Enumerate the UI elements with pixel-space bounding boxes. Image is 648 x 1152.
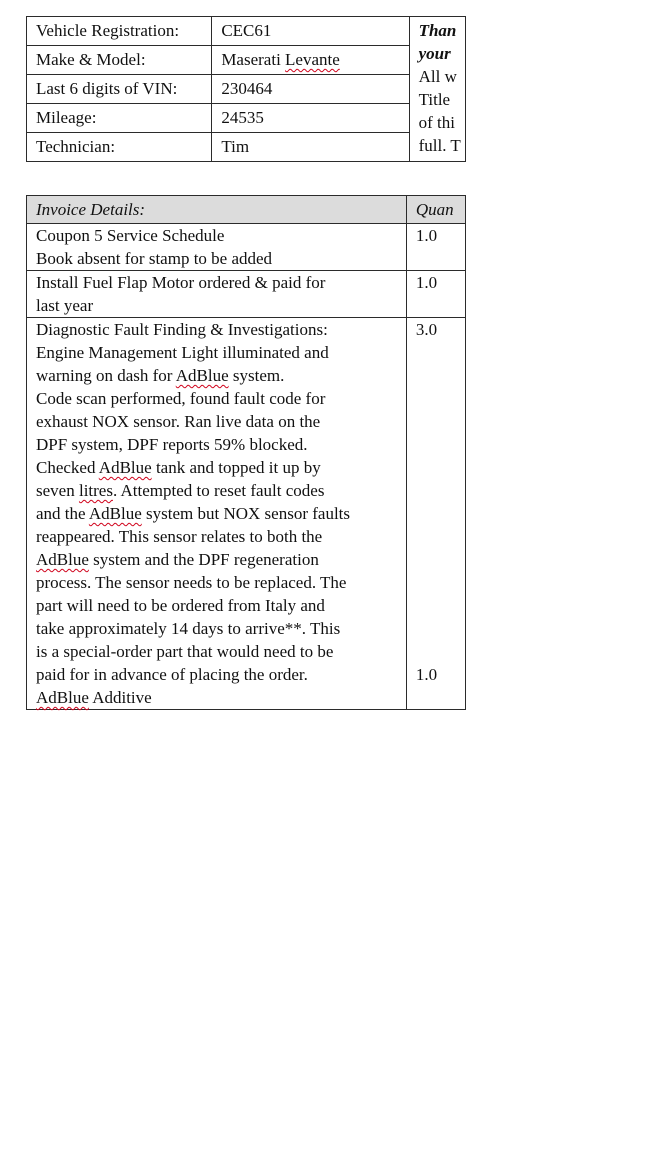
item-line: and the AdBlue system but NOX sensor faults [36,504,351,523]
invoice-details-table [26,195,466,710]
make-model-value: Maserati Levante [221,50,340,69]
item-line: part will need to be ordered from Italy and [36,596,325,615]
table-row [27,224,466,271]
note-line: your [418,44,451,63]
table-row [27,104,466,133]
invoice-details-header: Invoice Details: [27,196,407,224]
invoice-item-qty: 1.0 [406,271,465,318]
item-line: exhaust NOX sensor. Ran live data on the [36,412,321,431]
item-line: Code scan performed, found fault code for [36,389,326,408]
item-line: seven litres. Attempted to reset fault codes [36,481,325,500]
invoice-item-description [27,224,407,271]
note-line: All w [418,67,457,86]
invoice-item-qty: 3.0 [415,320,438,339]
technician-label: Technician: [27,133,212,162]
table-row [27,46,466,75]
item-line: paid for in advance of placing the order. [36,665,308,684]
make-model-cell [212,46,409,75]
table-row [27,133,466,162]
note-line: Than [418,21,457,40]
document-clip-region [26,0,466,1152]
make-model-label: Make & Model: [27,46,212,75]
technician-value: Tim [212,133,409,162]
item-line: take approximately 14 days to arrive**. This [36,619,341,638]
vin-value: 230464 [212,75,409,104]
table-row [27,17,466,46]
invoice-item-qty: 1.0 [406,224,465,271]
table-header-row [27,196,466,224]
item-line: warning on dash for AdBlue system. [36,366,285,385]
item-line: DPF system, DPF reports 59% blocked. [36,435,308,454]
item-line: Coupon 5 Service Schedule [36,226,225,245]
vehicle-registration-value: CEC61 [212,17,409,46]
item-line: Diagnostic Fault Finding & Investigations: [36,320,328,339]
mileage-value: 24535 [212,104,409,133]
note-line: full. T [418,136,461,155]
item-line: AdBlue system and the DPF regeneration [36,550,319,569]
item-line: AdBlue Additive [36,688,152,707]
note-line: of thi [418,113,455,132]
table-row [27,318,466,710]
invoice-item-qty-cell [406,318,465,710]
item-line: reappeared. This sensor relates to both the [36,527,323,546]
vin-label: Last 6 digits of VIN: [27,75,212,104]
thank-you-note-cell [409,17,465,162]
item-line: Checked AdBlue tank and topped it up by [36,458,321,477]
mileage-label: Mileage: [27,104,212,133]
item-line: Engine Management Light illuminated and [36,343,329,362]
item-line: is a special-order part that would need to be [36,642,334,661]
item-line: Install Fuel Flap Motor ordered & paid for [36,273,326,292]
invoice-item-description [27,271,407,318]
item-line: Book absent for stamp to be added [36,249,273,268]
table-row [27,271,466,318]
qty-spacer [416,341,465,663]
invoice-item-description[interactable] [27,318,407,710]
item-line: last year [36,296,94,315]
quantity-header: Quan [406,196,465,224]
vehicle-registration-label: Vehicle Registration: [27,17,212,46]
item-line: process. The sensor needs to be replaced. The [36,573,347,592]
invoice-item-qty: 1.0 [415,665,438,684]
note-line: Title [418,90,451,109]
table-row [27,75,466,104]
vehicle-info-table [26,16,466,162]
